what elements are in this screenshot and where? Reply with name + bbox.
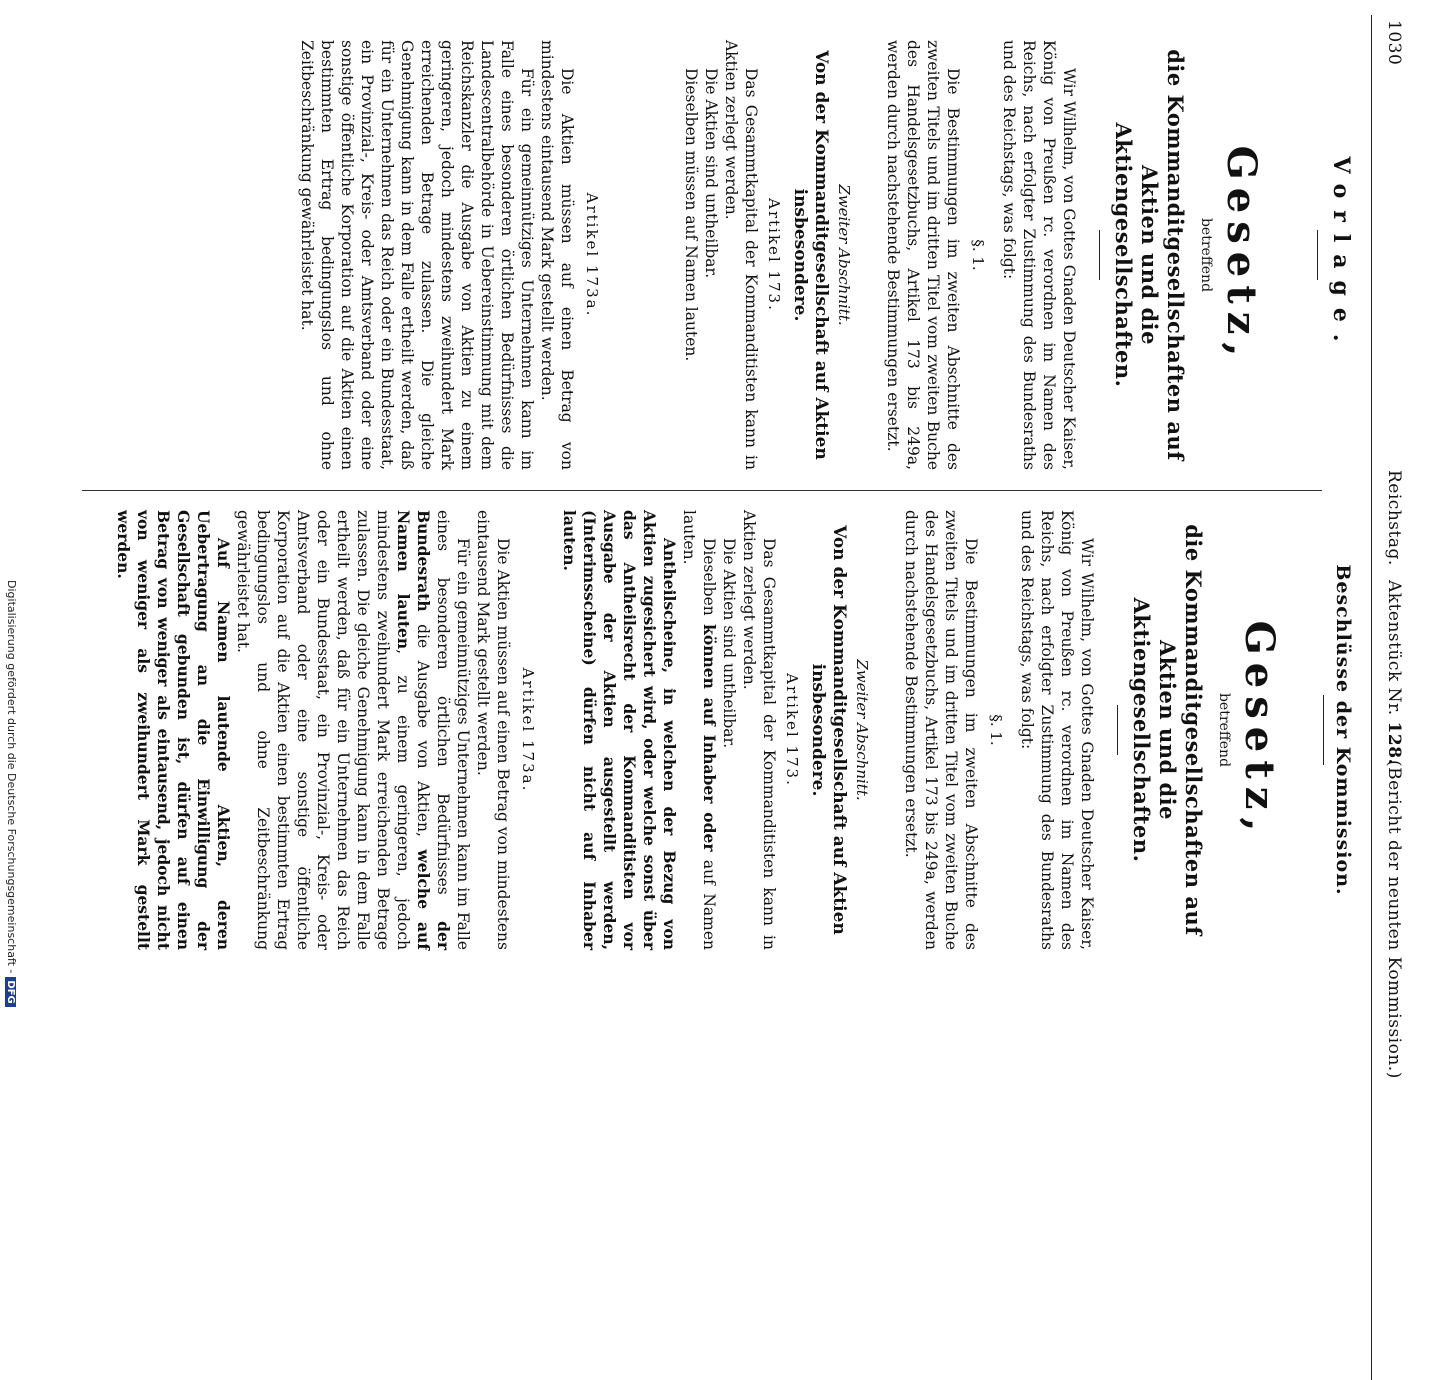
paragraph-text: Die Bestimmungen im zweiten Abschnitte des zweiten Titels und im dritten Titel vom zweiten Buche des Handelsgesetzbuchs, Artikel 173 bis 249a, werden durch nachstehende Bestimmungen ersetzt.	[902, 510, 980, 950]
abschnitt-title: Von der Kommanditgesellschaft auf Aktien insbesondere.	[790, 50, 831, 460]
divider-rule	[1323, 695, 1324, 765]
betreffend-label: betreffend	[1198, 217, 1214, 293]
text-span: , zu einem geringeren, jedoch mindestens zweihundert Mark erreichenden Betrage zulassen. Die gleiche Genehmigung kann in dem Falle ertheilt werden, daß für ein Unternehmen das Reich oder ein Bundesstaat, ein Provinzial-, Kreis- oder Amtsverband oder eine sonstige öffentliche Korporation auf die Aktien einen bestimmten Ertrag bedingungslos und ohne Zeitbeschränkung gewährleistet hat.	[234, 510, 412, 950]
divider-rule	[1099, 230, 1100, 280]
artikel-heading: Artikel 173a.	[519, 667, 537, 793]
amended-text: können auf Inhaber oder	[700, 624, 719, 852]
abschnitt-title: Von der Kommanditgesellschaft auf Aktien insbesondere.	[808, 525, 849, 935]
paragraph-text: Die Bestimmungen im zweiten Abschnitte des zweiten Titels und im dritten Titel vom zweiten Buche des Handelsgesetzbuchs, Artikel 173 bis 249a, werden durch nachstehende Bestimmungen ersetzt.	[884, 40, 962, 470]
text-span: Dieselben	[700, 538, 718, 625]
text-span: die Ausgabe von Aktien,	[414, 611, 432, 850]
paragraph-mark: §. 1.	[969, 239, 987, 271]
article-paragraph: Das Gesammtkapital der Kommanditisten kann in Aktien zerlegt werden.	[722, 40, 760, 470]
aktenstueck-label: Aktenstück Nr.	[1384, 580, 1404, 716]
aktenstueck-number: 128.	[1384, 721, 1404, 765]
betreffend-label: betreffend	[1216, 692, 1232, 768]
amended-text: welche auf Namen lauten	[394, 510, 433, 950]
column-vorlage	[297, 40, 1354, 470]
article-paragraph-added: Antheilscheine, in welchen der Bezug von Aktien zugesichert wird, oder welche sonst über das Antheilsrecht der Kommanditisten vor Ausgabe der Aktien ausgestellt werden, (Interimsscheine) dürfen nicht auf Inhaber lauten.	[560, 510, 679, 950]
text-span: auf Namen lauten.	[680, 510, 718, 950]
abschnitt-number: Zweiter Abschnitt.	[835, 184, 853, 326]
header-rule	[1371, 15, 1372, 1380]
digitization-credit	[5, 580, 18, 1007]
article-paragraph: Die Aktien müssen auf einen Betrag von mindestens eintausend Mark gestellt werden.	[474, 510, 512, 950]
aktenstueck-header	[1384, 580, 1404, 765]
article-paragraph: Die Aktien sind untheilbar.	[720, 538, 738, 749]
preamble: Wir Wilhelm, von Gottes Gnaden Deutscher Kaiser, König von Preußen rc. verordnen im Namen des Reichs, nach erfolgter Zustimmung des Bundesraths und des Reichstags, was folgt:	[1018, 510, 1096, 950]
preamble: Wir Wilhelm, von Gottes Gnaden Deutscher Kaiser, König von Preußen rc. verordnen im Namen des Reichs, nach erfolgter Zustimmung des Bundesraths und des Reichstags, was folgt:	[1000, 40, 1078, 470]
article-paragraph: Die Aktien müssen auf einen Betrag von mindestens eintausend Mark gestellt werden.	[538, 40, 576, 470]
gesetz-heading: Gesetz,	[1236, 620, 1283, 840]
page-number: 1030	[1384, 20, 1404, 66]
article-paragraph: Das Gesammtkapital der Kommanditisten kann in Aktien zerlegt werden.	[740, 510, 778, 950]
divider-rule	[1117, 705, 1118, 755]
artikel-heading: Artikel 173.	[765, 198, 783, 312]
law-title: die Kommanditgesellschaften auf Aktien und die Aktiengesellschaften.	[1129, 524, 1206, 936]
vorlage-heading: Vorlage.	[1328, 156, 1354, 354]
report-label: (Bericht der neunten Kommission.)	[1384, 760, 1404, 1079]
artikel-heading: Artikel 173a.	[583, 192, 601, 318]
gesetz-heading: Gesetz,	[1218, 145, 1265, 365]
dfg-logo: DFG	[6, 977, 17, 1006]
amended-text: der Bundesrath	[414, 510, 453, 950]
column-divider	[82, 490, 1322, 491]
abschnitt-number: Zweiter Abschnitt.	[853, 659, 871, 801]
article-paragraph-added: Auf Namen lautende Aktien, deren Uebertragung an die Einwilligung der Gesellschaft gebunden ist, dürfen auf einen Betrag von weniger als eintausend, jedoch nicht von weniger als zweihundert Mark gestellt werden.	[114, 510, 233, 950]
article-paragraph: Die Aktien sind untheilbar.	[702, 68, 720, 279]
artikel-heading: Artikel 173.	[783, 673, 801, 787]
divider-rule	[1317, 230, 1318, 280]
paragraph-mark: §. 1.	[987, 714, 1005, 746]
article-paragraph-amended	[679, 510, 719, 950]
article-paragraph: Für ein gemeinnütziges Unternehmen kann im Falle eines besonderen örtlichen Bedürfnisses die Landescentralbehörde in Uebereinstimmung mit dem Reichskanzler die Ausgabe von Aktien zu einem geringeren, jedoch mindestens zweihundert Mark erreichenden Betrage zulassen. Die gleiche Genehmigung kann in dem Falle ertheilt werden, daß für ein Unternehmen das Reich oder ein Bundesstaat, ein Provinzial-, Kreis- oder Amtsverband oder eine sonstige öffentliche Korporation auf die Aktien einen bestimmten Ertrag bedingungslos und ohne Zeitbeschränkung gewährleistet hat.	[298, 40, 536, 470]
beschluesse-heading: Beschlüsse der Kommission.	[1332, 564, 1354, 896]
credit-text: Digitalisierung gefördert durch die Deutsche Forschungsgemeinschaft -	[5, 580, 18, 974]
session-label: Reichstag.	[1384, 470, 1404, 566]
law-title: die Kommanditgesellschaften auf Aktien und die Aktiengesellschaften.	[1111, 49, 1188, 461]
article-paragraph-amended	[233, 510, 473, 950]
column-beschluesse	[113, 510, 1354, 950]
article-paragraph: Dieselben müssen auf Namen lauten.	[682, 68, 700, 362]
text-span: Für ein gemeinnütziges Unternehmen kann im Falle eines besonderen örtlichen Bedürfnisses	[434, 510, 472, 950]
